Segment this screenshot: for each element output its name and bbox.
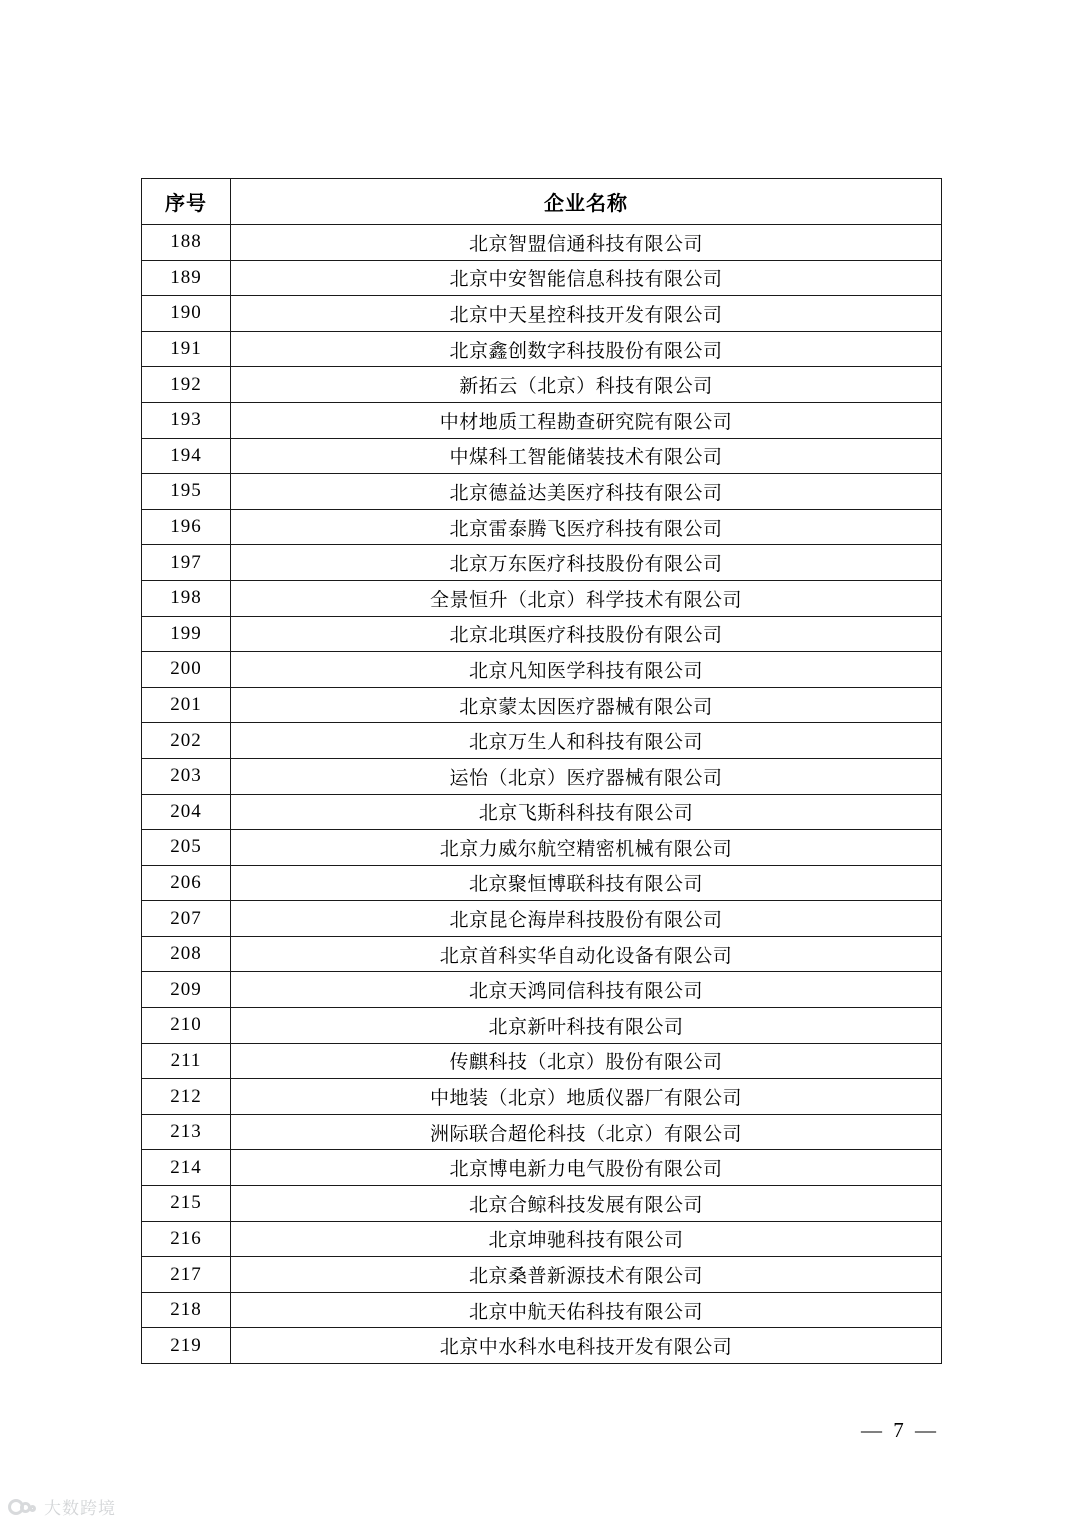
cell-sequence: 209 [142, 972, 231, 1008]
table-row [142, 260, 942, 296]
cell-enterprise-name: 北京鑫创数字科技股份有限公司 [231, 331, 942, 367]
cell-sequence: 191 [142, 331, 231, 367]
watermark [8, 1494, 116, 1519]
cell-sequence: 199 [142, 616, 231, 652]
cell-enterprise-name: 北京中天星控科技开发有限公司 [231, 296, 942, 332]
column-header-enterprise-name: 企业名称 [231, 179, 942, 225]
cell-enterprise-name: 北京蒙太因医疗器械有限公司 [231, 687, 942, 723]
table-row [142, 296, 942, 332]
cell-sequence: 190 [142, 296, 231, 332]
cell-sequence: 213 [142, 1114, 231, 1150]
cell-sequence: 214 [142, 1150, 231, 1186]
column-header-sequence: 序号 [142, 179, 231, 225]
cell-sequence: 212 [142, 1079, 231, 1115]
cell-enterprise-name: 北京合鲸科技发展有限公司 [231, 1186, 942, 1222]
watermark-label: 大数跨境 [44, 1499, 116, 1519]
table-row [142, 1292, 942, 1328]
table-row [142, 438, 942, 474]
cell-enterprise-name: 北京凡知医学科技有限公司 [231, 652, 942, 688]
cell-enterprise-name: 北京德益达美医疗科技有限公司 [231, 474, 942, 510]
table-row [142, 723, 942, 759]
cell-sequence: 219 [142, 1328, 231, 1364]
table-row [142, 687, 942, 723]
table-row [142, 545, 942, 581]
table-row [142, 1114, 942, 1150]
table-row [142, 402, 942, 438]
cell-enterprise-name: 北京中安智能信息科技有限公司 [231, 260, 942, 296]
cell-sequence: 198 [142, 580, 231, 616]
cell-sequence: 215 [142, 1186, 231, 1222]
cell-sequence: 216 [142, 1221, 231, 1257]
cell-sequence: 218 [142, 1292, 231, 1328]
table-row [142, 865, 942, 901]
table-row [142, 1186, 942, 1222]
cell-enterprise-name: 北京新叶科技有限公司 [231, 1008, 942, 1044]
cell-sequence: 205 [142, 830, 231, 866]
table-row [142, 1008, 942, 1044]
cell-enterprise-name: 北京万生人和科技有限公司 [231, 723, 942, 759]
cell-enterprise-name: 北京智盟信通科技有限公司 [231, 225, 942, 261]
page-number: — 7 — [861, 1418, 939, 1442]
cell-sequence: 192 [142, 367, 231, 403]
cell-sequence: 202 [142, 723, 231, 759]
cell-sequence: 204 [142, 794, 231, 830]
table-header [142, 179, 942, 225]
table-row [142, 936, 942, 972]
cell-sequence: 203 [142, 758, 231, 794]
cell-sequence: 194 [142, 438, 231, 474]
cell-sequence: 208 [142, 936, 231, 972]
table-row [142, 652, 942, 688]
cell-enterprise-name: 北京力威尔航空精密机械有限公司 [231, 830, 942, 866]
cell-enterprise-name: 北京坤驰科技有限公司 [231, 1221, 942, 1257]
cell-sequence: 200 [142, 652, 231, 688]
cell-sequence: 210 [142, 1008, 231, 1044]
table-body [142, 225, 942, 1364]
table-row [142, 331, 942, 367]
cell-enterprise-name: 中煤科工智能储装技术有限公司 [231, 438, 942, 474]
table-row [142, 1221, 942, 1257]
table-row [142, 474, 942, 510]
table-row [142, 616, 942, 652]
cell-enterprise-name: 新拓云（北京）科技有限公司 [231, 367, 942, 403]
cell-enterprise-name: 北京首科实华自动化设备有限公司 [231, 936, 942, 972]
table-row [142, 1328, 942, 1364]
cell-enterprise-name: 北京中水科水电科技开发有限公司 [231, 1328, 942, 1364]
cell-enterprise-name: 洲际联合超伦科技（北京）有限公司 [231, 1114, 942, 1150]
cell-sequence: 201 [142, 687, 231, 723]
table-row [142, 794, 942, 830]
cell-sequence: 189 [142, 260, 231, 296]
cell-enterprise-name: 全景恒升（北京）科学技术有限公司 [231, 580, 942, 616]
cell-sequence: 193 [142, 402, 231, 438]
table-row [142, 1043, 942, 1079]
cell-enterprise-name: 北京聚恒博联科技有限公司 [231, 865, 942, 901]
watermark-rings-icon [8, 1496, 38, 1518]
table-row [142, 580, 942, 616]
table-row [142, 509, 942, 545]
cell-enterprise-name: 北京昆仑海岸科技股份有限公司 [231, 901, 942, 937]
cell-sequence: 206 [142, 865, 231, 901]
cell-enterprise-name: 运怡（北京）医疗器械有限公司 [231, 758, 942, 794]
cell-enterprise-name: 北京天鸿同信科技有限公司 [231, 972, 942, 1008]
enterprise-list-table [141, 178, 942, 1364]
cell-enterprise-name: 北京万东医疗科技股份有限公司 [231, 545, 942, 581]
cell-enterprise-name: 北京飞斯科科技有限公司 [231, 794, 942, 830]
cell-enterprise-name: 北京桑普新源技术有限公司 [231, 1257, 942, 1293]
table-row [142, 1257, 942, 1293]
cell-enterprise-name: 北京北琪医疗科技股份有限公司 [231, 616, 942, 652]
cell-sequence: 217 [142, 1257, 231, 1293]
cell-enterprise-name: 中材地质工程勘查研究院有限公司 [231, 402, 942, 438]
cell-enterprise-name: 传麒科技（北京）股份有限公司 [231, 1043, 942, 1079]
table-row [142, 367, 942, 403]
cell-enterprise-name: 中地装（北京）地质仪器厂有限公司 [231, 1079, 942, 1115]
table-row [142, 972, 942, 1008]
cell-sequence: 196 [142, 509, 231, 545]
cell-enterprise-name: 北京博电新力电气股份有限公司 [231, 1150, 942, 1186]
table-row [142, 225, 942, 261]
cell-sequence: 195 [142, 474, 231, 510]
table-header-row [142, 179, 942, 225]
table-row [142, 1150, 942, 1186]
table-row [142, 901, 942, 937]
table-row [142, 758, 942, 794]
cell-sequence: 197 [142, 545, 231, 581]
table-row [142, 830, 942, 866]
cell-enterprise-name: 北京中航天佑科技有限公司 [231, 1292, 942, 1328]
cell-sequence: 188 [142, 225, 231, 261]
table-row [142, 1079, 942, 1115]
cell-sequence: 207 [142, 901, 231, 937]
cell-sequence: 211 [142, 1043, 231, 1079]
cell-enterprise-name: 北京雷泰腾飞医疗科技有限公司 [231, 509, 942, 545]
